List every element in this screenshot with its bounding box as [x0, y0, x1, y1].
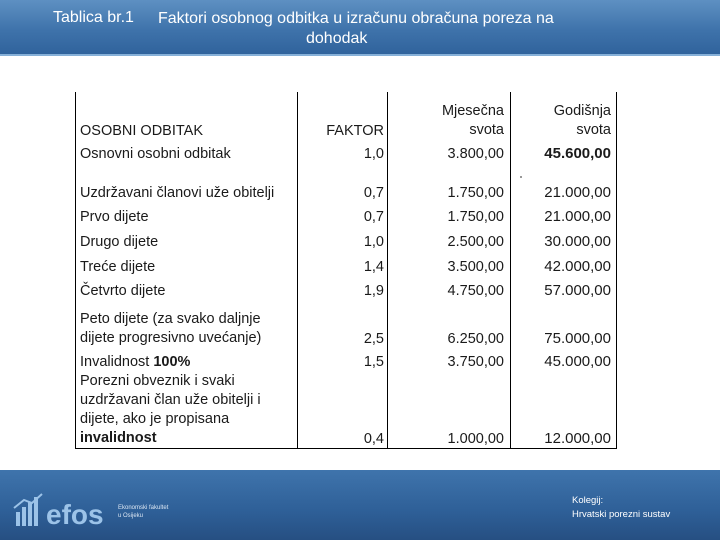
row-annual: 42.000,00	[544, 258, 611, 275]
row-monthly: 1.750,00	[447, 209, 504, 225]
efos-logo	[12, 490, 132, 530]
row-annual: 57.000,00	[544, 282, 611, 299]
stray-dot	[520, 176, 522, 178]
course-name: Hrvatski porezni sustav	[572, 509, 671, 520]
row-label: Osnovni osobni odbitak	[80, 146, 231, 162]
title-line-1: Faktori osobnog odbitka u izračunu obračuna poreza na	[158, 10, 554, 27]
logo-wordmark: efos	[46, 499, 104, 530]
row-label-text: Invalidnost	[80, 354, 154, 370]
row-label-emphasis: 100%	[153, 354, 191, 370]
row-label: Drugo dijete	[80, 234, 159, 250]
row-factor: 0,7	[363, 209, 384, 225]
table-label: Tablica br.1	[53, 9, 134, 26]
faculty-name	[118, 504, 198, 520]
column-header-monthly-line1: Mjesečna	[441, 103, 504, 119]
course-info	[572, 494, 670, 522]
row-label: Četvrto dijete	[80, 283, 166, 299]
row-monthly: 2.500,00	[447, 234, 504, 250]
row-factor: 1,5	[363, 354, 384, 370]
row-factor: 0,7	[363, 185, 384, 201]
row-factor: 2,5	[363, 331, 384, 347]
title-line-2: dohodak	[306, 30, 368, 47]
column-header-deduction: OSOBNI ODBITAK	[80, 123, 204, 139]
column-header-annual-line1: Godišnja	[553, 103, 611, 119]
row-label	[80, 353, 298, 371]
column-header-annual-line2: svota	[576, 122, 611, 138]
row-annual: 45.600,00	[544, 145, 611, 162]
chart-bars-icon	[14, 494, 42, 526]
row-label: Uzdržavani članovi uže obitelji	[80, 185, 275, 201]
page-title	[158, 9, 658, 49]
row-monthly: 3.800,00	[447, 146, 504, 162]
row-factor: 1,0	[363, 234, 384, 250]
course-label: Kolegij:	[572, 495, 604, 506]
row-annual: 75.000,00	[544, 330, 611, 347]
row-factor: 1,0	[363, 146, 384, 162]
column-header-monthly-line2: svota	[469, 122, 504, 138]
row-annual: 21.000,00	[544, 184, 611, 201]
row-monthly: 3.500,00	[447, 259, 504, 275]
row-annual: 45.000,00	[544, 353, 611, 370]
row-monthly: 3.750,00	[447, 354, 504, 370]
row-label-text: Porezni obveznik i svaki uzdržavani član uže obitelji i dijete, ako je propisana	[80, 373, 261, 427]
row-label: Treće dijete	[80, 259, 156, 275]
faculty-name-line-2: u Osijeku	[118, 513, 144, 519]
row-monthly: 4.750,00	[447, 283, 504, 299]
row-monthly: 1.750,00	[447, 185, 504, 201]
row-label	[80, 372, 295, 448]
row-annual: 21.000,00	[544, 208, 611, 225]
row-annual: 30.000,00	[544, 233, 611, 250]
title-bar	[0, 0, 720, 56]
row-factor: 0,4	[363, 431, 384, 447]
row-factor: 1,4	[363, 259, 384, 275]
column-header-factor: FAKTOR	[326, 123, 384, 139]
row-monthly: 6.250,00	[447, 331, 504, 347]
faculty-name-line-1: Ekonomski fakultet	[118, 505, 169, 511]
row-annual: 12.000,00	[544, 430, 611, 447]
row-monthly: 1.000,00	[447, 431, 504, 447]
row-factor: 1,9	[363, 283, 384, 299]
footer-bar	[0, 470, 720, 540]
row-label: Prvo dijete	[80, 209, 149, 225]
row-label: Peto dijete (za svako daljnje dijete progresivno uvećanje)	[80, 311, 262, 346]
row-label-emphasis: invalidnost	[80, 430, 157, 446]
